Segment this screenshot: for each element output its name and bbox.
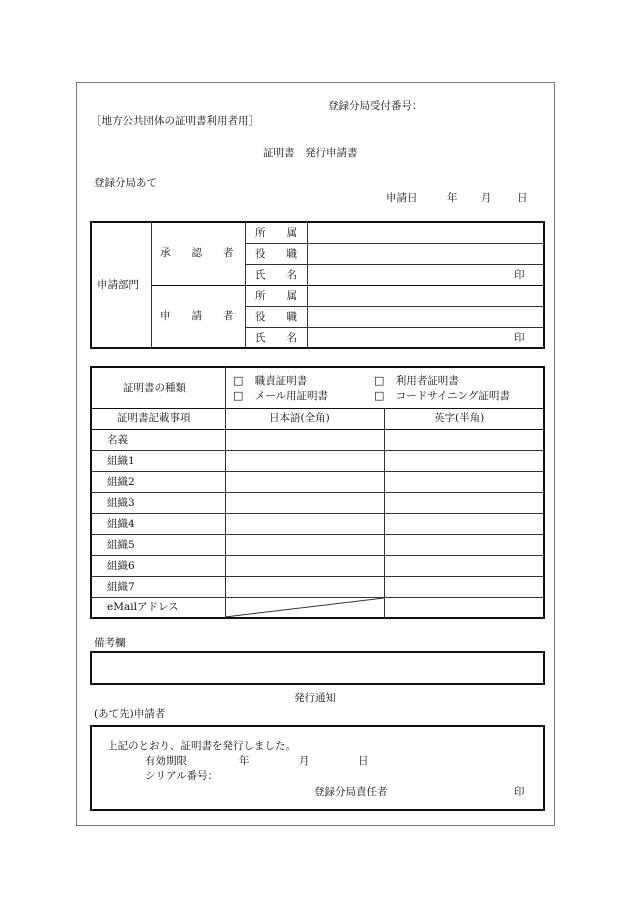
applicant-group-label: 申請部門 [97, 279, 139, 291]
approver-name-label: 氏 名 [255, 269, 297, 281]
officer-label: 登録分局責任者 [314, 786, 388, 798]
row-label-org5: 組織5 [107, 539, 135, 551]
reception-number-label: 登録分局受付番号： [328, 100, 423, 112]
approver-affiliation-label: 所 属 [255, 227, 297, 239]
row-label-org6: 組織6 [107, 560, 135, 572]
serial-label: シリアル番号： [145, 770, 219, 782]
applicant-name-label: 氏 名 [255, 332, 297, 344]
approver-position-label: 役 職 [255, 248, 297, 260]
row-label-org2: 組織2 [107, 476, 135, 488]
notice-recipient: (あて先)申請者 [94, 708, 166, 720]
checkbox-icon[interactable]: □ [374, 389, 385, 402]
form-page [76, 82, 555, 826]
date-month: 月 [481, 192, 492, 204]
notice-box [90, 725, 545, 811]
remarks-label: 備考欄 [94, 637, 126, 649]
row-label-email: eMailアドレス [107, 601, 179, 613]
japanese-header: 日本語(全角) [269, 412, 330, 424]
email-japanese-strike [225, 597, 384, 618]
remarks-box[interactable] [90, 651, 545, 685]
english-header: 英字(半角) [434, 412, 485, 424]
applicant-label: 申 請 者 [160, 310, 234, 322]
checkbox-icon[interactable]: □ [233, 374, 244, 387]
date-label: 申請日 [386, 192, 418, 204]
applicant-affiliation-label: 所 属 [255, 290, 297, 302]
row-label-org3: 組織3 [107, 497, 135, 509]
applicant-position-label: 役 職 [255, 311, 297, 323]
form-title: 証明書 発行申請書 [263, 147, 358, 159]
date-year: 年 [447, 192, 458, 204]
notice-message: 上記のとおり、証明書を発行しました。 [107, 740, 296, 752]
items-header: 証明書記載事項 [117, 412, 191, 424]
applicant-seal: 印 [514, 332, 525, 344]
option-job-certificate[interactable]: □ 職責証明書 [233, 374, 308, 387]
notice-title: 発行通知 [294, 692, 336, 704]
option-code-signing-certificate[interactable]: □ コードサイニング証明書 [374, 389, 510, 402]
target-users-label: ［地方公共団体の証明書利用者用］ [91, 115, 259, 127]
row-label-org4: 組織4 [107, 518, 135, 530]
date-day: 日 [517, 192, 528, 204]
validity-year: 年 [239, 755, 250, 767]
option-mail-certificate[interactable]: □ メール用証明書 [233, 389, 329, 402]
row-label-name: 名義 [107, 434, 128, 446]
validity-label: 有効期限 [145, 755, 187, 767]
option-user-certificate[interactable]: □ 利用者証明書 [374, 374, 459, 387]
checkbox-icon[interactable]: □ [233, 389, 244, 402]
addressee: 登録分局あて [94, 177, 157, 189]
validity-month: 月 [299, 755, 310, 767]
checkbox-icon[interactable]: □ [374, 374, 385, 387]
approver-label: 承 認 者 [160, 247, 234, 259]
row-label-org1: 組織1 [107, 455, 135, 467]
certificate-type-label: 証明書の種類 [123, 382, 186, 394]
validity-day: 日 [358, 755, 369, 767]
row-label-org7: 組織7 [107, 581, 135, 593]
officer-seal: 印 [514, 786, 525, 798]
approver-seal: 印 [514, 269, 525, 281]
